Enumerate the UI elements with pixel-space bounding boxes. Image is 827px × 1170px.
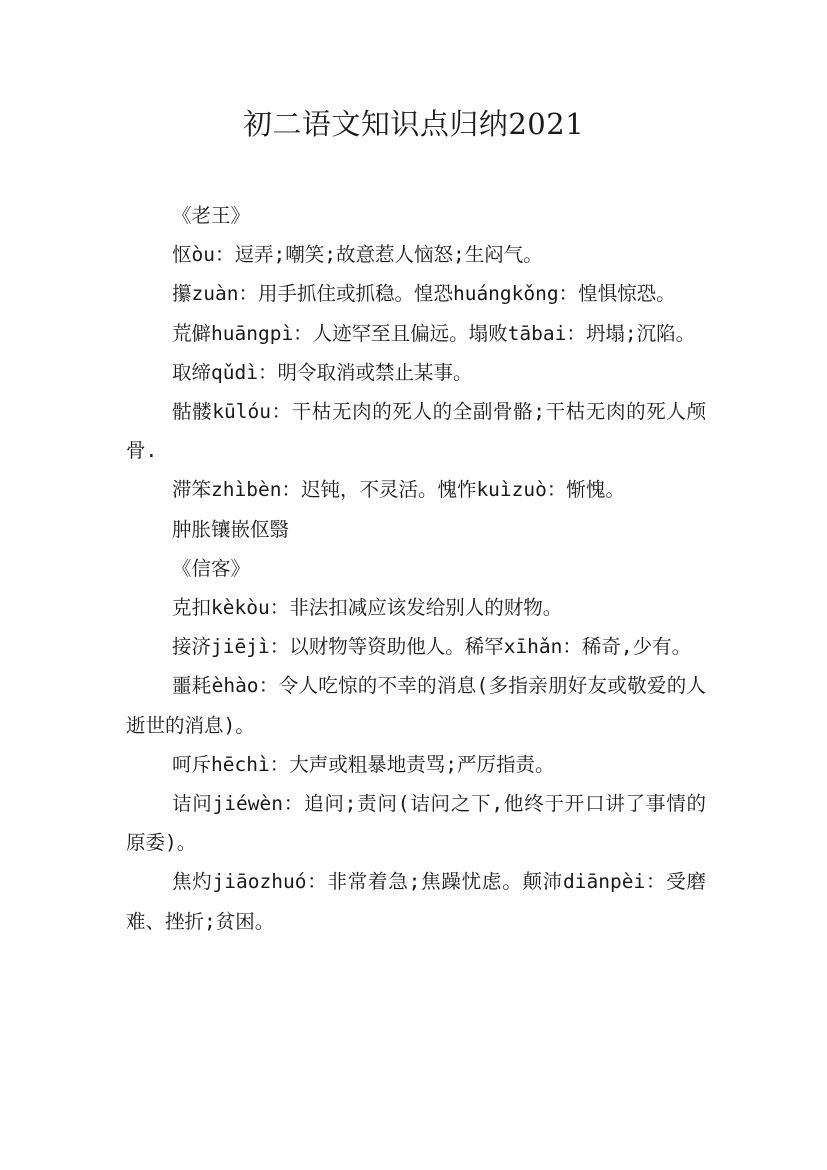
paragraph: 怄òu：逗弄;嘲笑;故意惹人恼怒;生闷气。 xyxy=(172,243,543,267)
paragraph-heading-laowang: 《老王》 xyxy=(172,204,251,227)
paragraph: 肿胀镶嵌伛翳 xyxy=(172,517,290,541)
paragraph: 呵斥hēchì：大声或粗暴地责骂;严厉指责。 xyxy=(172,752,555,776)
paragraph: 骷髅kūlóu：干枯无肉的死人的全副骨骼;干枯无肉的死人颅骨. xyxy=(126,400,706,463)
paragraph: 滞笨zhìbèn：迟钝，不灵活。愧怍kuìzuò：惭愧。 xyxy=(172,478,625,502)
paragraph: 接济jiējì：以财物等资助他人。稀罕xīhǎn：稀奇,少有。 xyxy=(172,635,692,659)
paragraph: 取缔qǔdì：明令取消或禁止某事。 xyxy=(172,360,473,384)
paragraph: 克扣kèkòu：非法扣减应该发给别人的财物。 xyxy=(172,596,563,620)
document-body xyxy=(126,196,706,941)
paragraph-heading-xinke: 《信客》 xyxy=(172,556,251,580)
paragraph: 荒僻huāngpì：人迹罕至且偏远。塌败tābai：坍塌;沉陷。 xyxy=(172,321,696,345)
paragraph: 噩耗èhào：令人吃惊的不幸的消息(多指亲朋好友或敬爱的人逝世的消息)。 xyxy=(126,674,706,737)
paragraph: 诘问jiéwèn：追问;责问(诘问之下,他终于开口讲了事情的原委)。 xyxy=(126,792,706,855)
paragraph: 焦灼jiāozhuó：非常着急;焦躁忧虑。颠沛diānpèi：受磨难、挫折;贫困。 xyxy=(126,870,706,933)
paragraph: 攥zuàn：用手抓住或抓稳。惶恐huángkǒng：惶惧惊恐。 xyxy=(172,282,676,306)
document-title: 初二语文知识点归纳2021 xyxy=(242,107,585,141)
